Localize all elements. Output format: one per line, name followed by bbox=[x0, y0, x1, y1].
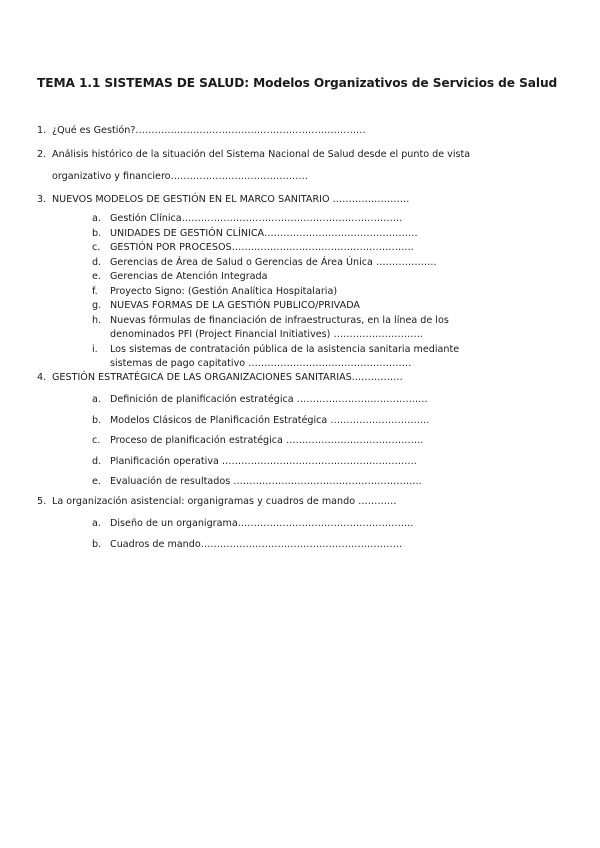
item-number: 5. bbox=[37, 496, 47, 507]
subitem-text: UNIDADES DE GESTIÓN CLÍNICA………………………………………… bbox=[110, 228, 418, 239]
item-number: 3. bbox=[37, 194, 47, 205]
subitem-text: Gerencias de Atención Integrada bbox=[110, 271, 268, 282]
subitem-letter: d. bbox=[92, 257, 102, 268]
subitem-letter: g. bbox=[92, 300, 102, 311]
subitem-text: Cuadros de mando……………………………………………………… bbox=[110, 539, 403, 550]
item-text: La organización asistencial: organigramas y cuadros de mando ………… bbox=[52, 496, 397, 507]
subitem-letter: b. bbox=[92, 228, 102, 239]
item-text: ¿Qué es Gestión?……………………………………………………………… bbox=[52, 125, 366, 136]
subitem-text: Gerencias de Área de Salud o Gerencias de Área Única ………………. bbox=[110, 257, 437, 268]
subitem-letter: c. bbox=[92, 242, 101, 253]
subitem-letter: i. bbox=[92, 344, 98, 355]
subitem-letter: a. bbox=[92, 213, 101, 224]
subitem-text: sistemas de pago capitativo …………………………………………… bbox=[110, 358, 412, 369]
subitem-text: Proyecto Signo: (Gestión Analítica Hospitalaria) bbox=[110, 286, 338, 297]
subitem-letter: e. bbox=[92, 271, 101, 282]
subitem-letter: b. bbox=[92, 539, 102, 550]
subitem-text: GESTIÓN POR PROCESOS………………………………………………… bbox=[110, 242, 414, 253]
item-number: 1. bbox=[37, 125, 47, 136]
subitem-letter: a. bbox=[92, 518, 101, 529]
subitem-text: Definición de planificación estratégica ………………………………….. bbox=[110, 394, 428, 405]
subitem-text: denominados PFI (Project Financial Initiatives) ………………………. bbox=[110, 329, 423, 340]
subitem-text: Evaluación de resultados ………………………………………………….. bbox=[110, 476, 422, 487]
subitem-text: Modelos Clásicos de Planificación Estratégica …………………………. bbox=[110, 415, 430, 426]
subitem-letter: e. bbox=[92, 476, 101, 487]
subitem-text: NUEVAS FORMAS DE LA GESTIÓN PUBLICO/PRIVADA bbox=[110, 300, 360, 311]
subitem-text: Nuevas fórmulas de financiación de infraestructuras, en la línea de los bbox=[110, 315, 449, 326]
subitem-letter: d. bbox=[92, 456, 102, 467]
subitem-text: Planificación operativa ……………………………………………………. bbox=[110, 456, 417, 467]
item-text: Análisis histórico de la situación del Sistema Nacional de Salud desde el punto de vista bbox=[52, 149, 471, 160]
document-title: TEMA 1.1 SISTEMAS DE SALUD: Modelos Organizativos de Servicios de Salud bbox=[37, 76, 558, 90]
item-text: GESTIÓN ESTRATÉGICA DE LAS ORGANIZACIONES SANITARIAS.…………… bbox=[52, 372, 403, 383]
item-number: 4. bbox=[37, 372, 47, 383]
subitem-text: Diseño de un organigrama………………………………………………. bbox=[110, 518, 414, 529]
subitem-letter: a. bbox=[92, 394, 101, 405]
item-text: NUEVOS MODELOS DE GESTIÓN EN EL MARCO SANITARIO …………………… bbox=[52, 194, 410, 205]
subitem-letter: c. bbox=[92, 435, 101, 446]
subitem-letter: f. bbox=[92, 286, 98, 297]
subitem-text: Proceso de planificación estratégica ……………………………………. bbox=[110, 435, 424, 446]
subitem-text: Gestión Clínica…………………………………………………………… bbox=[110, 213, 403, 224]
subitem-letter: h. bbox=[92, 315, 102, 326]
item-text: organizativo y financiero……………………………………. bbox=[52, 171, 308, 182]
subitem-text: Los sistemas de contratación pública de la asistencia sanitaria mediante bbox=[110, 344, 460, 355]
item-number: 2. bbox=[37, 149, 47, 160]
subitem-letter: b. bbox=[92, 415, 102, 426]
